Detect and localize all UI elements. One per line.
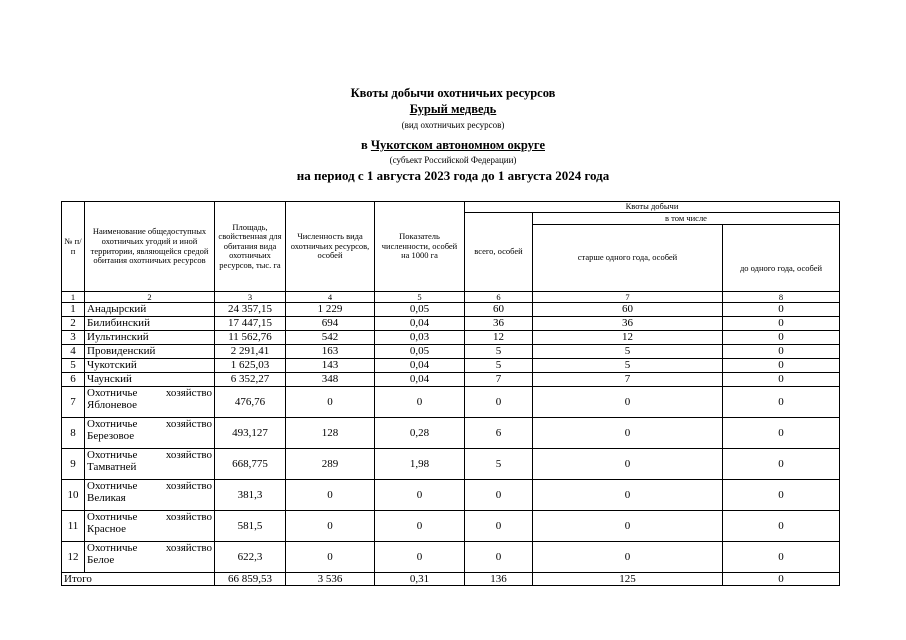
- row-number: 9: [62, 449, 85, 480]
- quota-adults-value: 5: [533, 345, 723, 359]
- territory-name: Провиденский: [85, 345, 215, 359]
- quota-adults-value: 36: [533, 317, 723, 331]
- population-value: 0: [286, 511, 375, 542]
- territory-name-line1: Охотничье хозяйство: [87, 449, 212, 461]
- population-value: 289: [286, 449, 375, 480]
- population-value: 163: [286, 345, 375, 359]
- period-line: на период с 1 августа 2023 года до 1 августа 2024 года: [296, 168, 610, 183]
- area-value: 581,5: [215, 511, 286, 542]
- total-quota-value: 136: [465, 573, 533, 586]
- region-line: [0, 138, 906, 153]
- row-number: 1: [62, 303, 85, 317]
- row-number: 11: [62, 511, 85, 542]
- quota-total-value: 5: [465, 359, 533, 373]
- territory-name-line2: Березовое: [87, 429, 135, 442]
- quota-adults-value: 0: [533, 511, 723, 542]
- column-number: 3: [215, 292, 286, 303]
- quota-adults-value: 0: [533, 542, 723, 573]
- territory-name-line1: Охотничье хозяйство: [87, 480, 212, 492]
- quota-total-value: 5: [465, 345, 533, 359]
- territory-name-line1: Охотничье хозяйство: [87, 511, 212, 523]
- population-value: 694: [286, 317, 375, 331]
- total-area-value: 66 859,53: [215, 573, 286, 586]
- column-number: 1: [62, 292, 85, 303]
- col-header-density: Показатель численности, особей на 1000 га: [375, 202, 465, 292]
- quota-adults-value: 0: [533, 418, 723, 449]
- population-value: 0: [286, 542, 375, 573]
- area-value: 622,3: [215, 542, 286, 573]
- population-value: 0: [286, 387, 375, 418]
- quota-young-value: 0: [723, 542, 840, 573]
- quota-adults-value: 0: [533, 480, 723, 511]
- quota-total-value: 5: [465, 449, 533, 480]
- quota-young-value: 0: [723, 331, 840, 345]
- total-label: Итого: [62, 573, 215, 586]
- table-row: [62, 331, 840, 345]
- territory-name: [85, 387, 215, 418]
- table-row: [62, 542, 840, 573]
- table-row: [62, 345, 840, 359]
- column-number: 6: [465, 292, 533, 303]
- column-number: 7: [533, 292, 723, 303]
- region-caption: (субъект Российской Федерации): [389, 155, 517, 165]
- density-value: 0,04: [375, 317, 465, 331]
- resource-name: Бурый медведь: [409, 102, 497, 116]
- population-value: 1 229: [286, 303, 375, 317]
- row-number: 10: [62, 480, 85, 511]
- area-value: 17 447,15: [215, 317, 286, 331]
- region-name: Чукотском автономном округе: [370, 138, 545, 152]
- table-row: [62, 449, 840, 480]
- quota-total-value: 0: [465, 542, 533, 573]
- territory-name-line2: Великая: [87, 491, 126, 504]
- total-young-value: 0: [723, 573, 840, 586]
- quota-adults-value: 12: [533, 331, 723, 345]
- quota-young-value: 0: [723, 303, 840, 317]
- territory-name: [85, 511, 215, 542]
- total-density-value: 0,31: [375, 573, 465, 586]
- row-number: 8: [62, 418, 85, 449]
- row-number: 3: [62, 331, 85, 345]
- quota-total-value: 7: [465, 373, 533, 387]
- table-row: [62, 418, 840, 449]
- row-number: 5: [62, 359, 85, 373]
- quota-young-value: 0: [723, 511, 840, 542]
- quota-young-value: 0: [723, 387, 840, 418]
- col-header-adults: старше одного года, особей: [533, 225, 723, 292]
- territory-name: Билибинский: [85, 317, 215, 331]
- territory-name: Иультинский: [85, 331, 215, 345]
- territory-name: [85, 542, 215, 573]
- col-header-incl-group: в том числе: [533, 213, 840, 225]
- territory-name-line1: Охотничье хозяйство: [87, 387, 212, 399]
- quota-adults-value: 5: [533, 359, 723, 373]
- population-value: 348: [286, 373, 375, 387]
- column-number: 5: [375, 292, 465, 303]
- row-number: 4: [62, 345, 85, 359]
- table-row: [62, 359, 840, 373]
- quota-total-value: 6: [465, 418, 533, 449]
- quota-young-value: 0: [723, 373, 840, 387]
- quota-total-value: 12: [465, 331, 533, 345]
- resource-caption: (вид охотничьих ресурсов): [401, 120, 505, 130]
- quota-adults-value: 7: [533, 373, 723, 387]
- col-header-quota-group: Квоты добычи: [465, 202, 840, 213]
- territory-name: [85, 480, 215, 511]
- area-value: 381,3: [215, 480, 286, 511]
- quota-adults-value: 60: [533, 303, 723, 317]
- quota-adults-value: 0: [533, 449, 723, 480]
- territory-name-line2: Красное: [87, 522, 127, 535]
- density-value: 0,04: [375, 359, 465, 373]
- column-number: 2: [85, 292, 215, 303]
- density-value: 0,03: [375, 331, 465, 345]
- table-row: [62, 373, 840, 387]
- column-number-row: [62, 292, 840, 303]
- quota-young-value: 0: [723, 317, 840, 331]
- quota-total-value: 60: [465, 303, 533, 317]
- row-number: 7: [62, 387, 85, 418]
- quota-total-value: 36: [465, 317, 533, 331]
- quota-total-value: 0: [465, 511, 533, 542]
- region-prefix: в: [360, 138, 368, 152]
- area-value: 493,127: [215, 418, 286, 449]
- area-value: 1 625,03: [215, 359, 286, 373]
- table-row: [62, 511, 840, 542]
- document-title: Квоты добычи охотничьих ресурсов: [350, 86, 556, 100]
- area-value: 11 562,76: [215, 331, 286, 345]
- territory-name-line1: Охотничье хозяйство: [87, 542, 212, 554]
- area-value: 668,775: [215, 449, 286, 480]
- territory-name: [85, 418, 215, 449]
- territory-name-line2: Яблоневое: [87, 398, 138, 411]
- area-value: 2 291,41: [215, 345, 286, 359]
- territory-name: Анадырский: [85, 303, 215, 317]
- density-value: 0,28: [375, 418, 465, 449]
- quota-adults-value: 0: [533, 387, 723, 418]
- total-row: [62, 573, 840, 586]
- table-row: [62, 303, 840, 317]
- population-value: 128: [286, 418, 375, 449]
- density-value: 0: [375, 542, 465, 573]
- population-value: 143: [286, 359, 375, 373]
- table-row: [62, 387, 840, 418]
- density-value: 0: [375, 511, 465, 542]
- quota-young-value: 0: [723, 418, 840, 449]
- col-header-young: до одного года, особей: [723, 225, 840, 292]
- quota-total-value: 0: [465, 387, 533, 418]
- quota-young-value: 0: [723, 480, 840, 511]
- density-value: 0,05: [375, 345, 465, 359]
- density-value: 0,05: [375, 303, 465, 317]
- col-header-area: Площадь, свойственная для обитания вида охотничьих ресурсов, тыс. га: [215, 202, 286, 292]
- col-header-quota-total: всего, особей: [465, 213, 533, 292]
- density-value: 1,98: [375, 449, 465, 480]
- area-value: 476,76: [215, 387, 286, 418]
- row-number: 2: [62, 317, 85, 331]
- territory-name-line1: Охотничье хозяйство: [87, 418, 212, 430]
- col-header-name: Наименование общедоступных охотничьих угодий и иной территории, являющейся средой обитания охотничьих ресурсов: [85, 202, 215, 292]
- total-population-value: 3 536: [286, 573, 375, 586]
- column-number: 8: [723, 292, 840, 303]
- row-number: 6: [62, 373, 85, 387]
- density-value: 0,04: [375, 373, 465, 387]
- territory-name: Чукотский: [85, 359, 215, 373]
- row-number: 12: [62, 542, 85, 573]
- territory-name-line2: Тамватней: [87, 460, 137, 473]
- header-row-1: [62, 202, 840, 213]
- column-number: 4: [286, 292, 375, 303]
- territory-name: [85, 449, 215, 480]
- col-header-no: № п/п: [62, 202, 85, 292]
- territory-name-line2: Белое: [87, 553, 115, 566]
- quota-young-value: 0: [723, 449, 840, 480]
- territory-name: Чаунский: [85, 373, 215, 387]
- col-header-population: Численность вида охотничьих ресурсов, особей: [286, 202, 375, 292]
- population-value: 0: [286, 480, 375, 511]
- table-row: [62, 317, 840, 331]
- area-value: 24 357,15: [215, 303, 286, 317]
- density-value: 0: [375, 480, 465, 511]
- quota-young-value: 0: [723, 359, 840, 373]
- quota-total-value: 0: [465, 480, 533, 511]
- total-adults-value: 125: [533, 573, 723, 586]
- quota-young-value: 0: [723, 345, 840, 359]
- density-value: 0: [375, 387, 465, 418]
- quota-table: [61, 201, 840, 586]
- population-value: 542: [286, 331, 375, 345]
- area-value: 6 352,27: [215, 373, 286, 387]
- table-row: [62, 480, 840, 511]
